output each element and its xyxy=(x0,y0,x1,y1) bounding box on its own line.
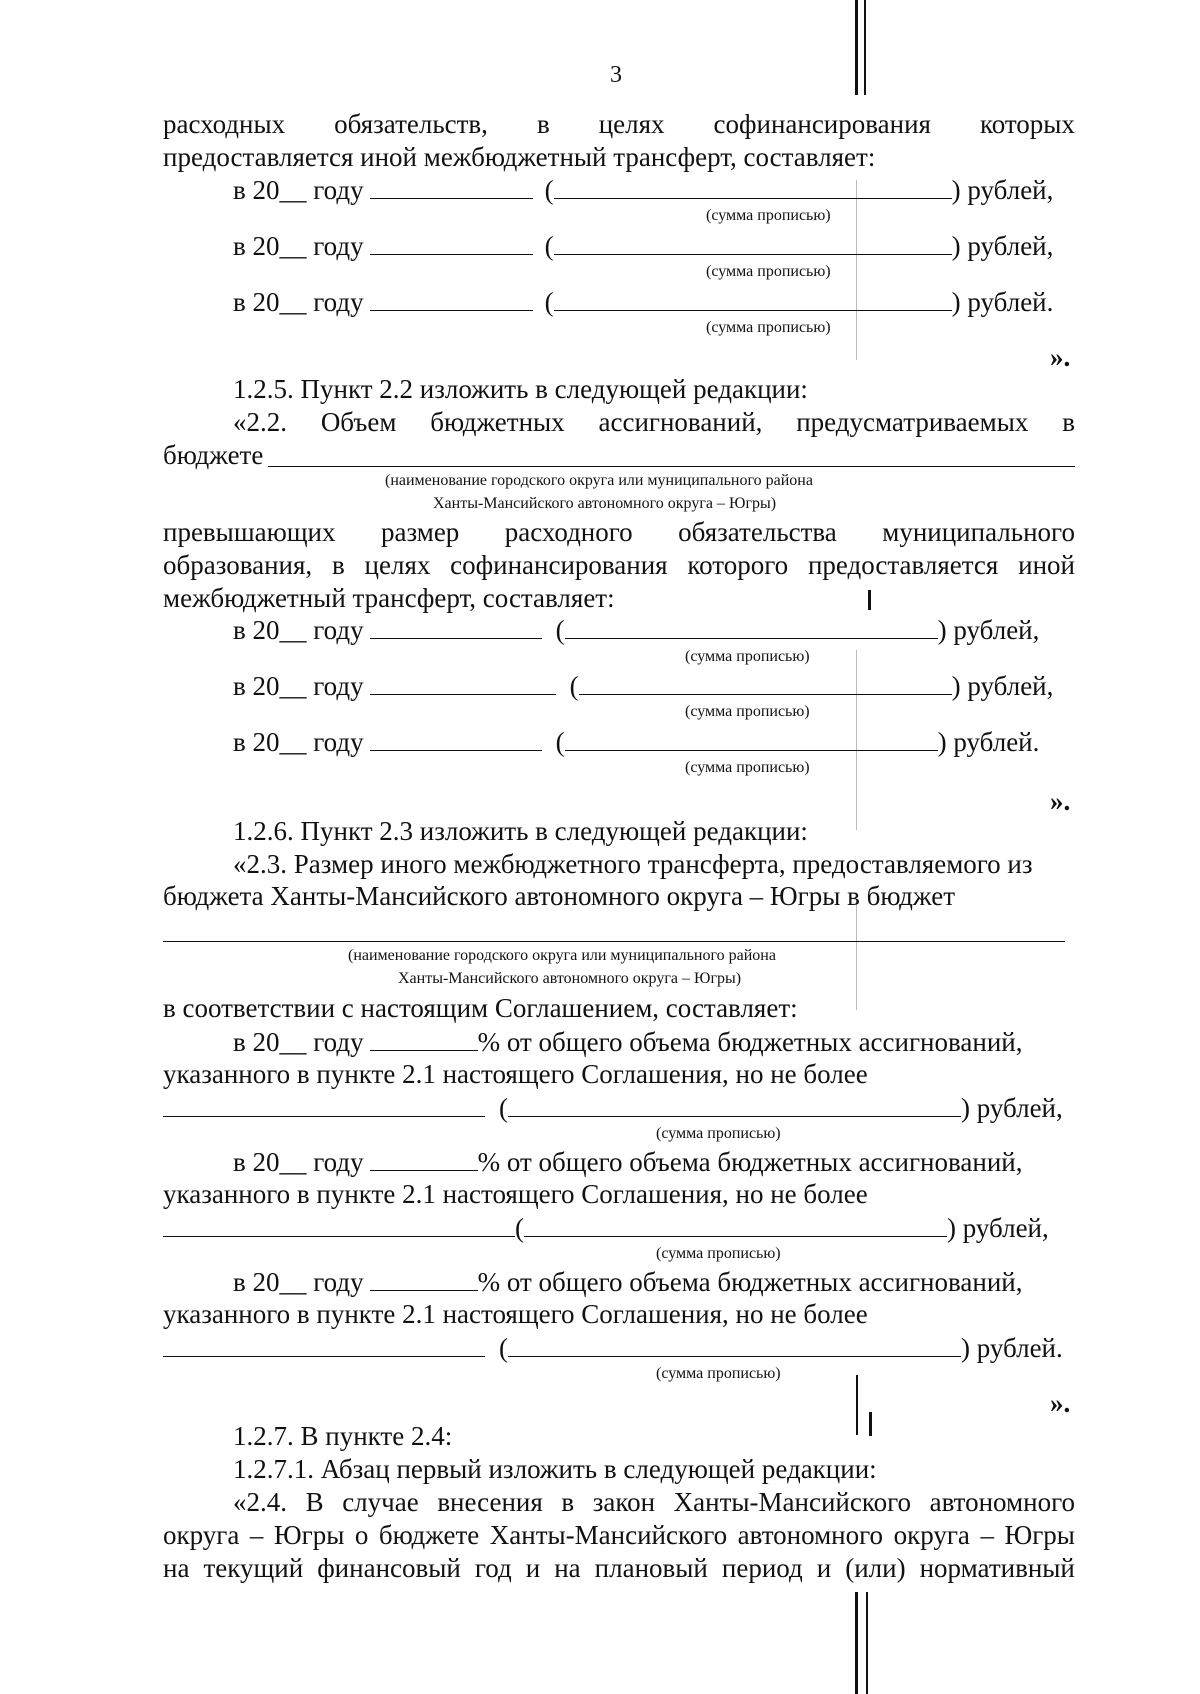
scan-artifact-line xyxy=(856,180,857,360)
sum-caption: (сумма прописью) xyxy=(685,703,810,720)
year-row: в 20__ году ( ) рублей, xyxy=(233,175,1054,205)
text-line: образования, в целях софинансирования которого предоставляется иной xyxy=(163,550,1075,580)
text-line: указанного в пункте 2.1 настоящего Соглашения, но не более xyxy=(163,1059,868,1089)
scan-binding-line xyxy=(864,0,866,95)
sum-caption: (сумма прописью) xyxy=(706,207,831,224)
sum-caption: (сумма прописью) xyxy=(685,759,810,776)
page-number: 3 xyxy=(610,62,622,88)
text-line: «2.3. Размер иного межбюджетного трансферта, предоставляемого из xyxy=(233,849,1033,879)
scan-binding-line xyxy=(855,0,858,95)
amount-row: ( ) рублей, xyxy=(163,1212,1049,1244)
scan-artifact-line xyxy=(856,900,857,1010)
percent-row: в 20__ году % от общего объема бюджетных ассигнований, xyxy=(233,1147,1023,1177)
text-line: расходных обязательств, в целях софинансирования которых xyxy=(163,109,1075,139)
percent-row: в 20__ году % от общего объема бюджетных ассигнований, xyxy=(233,1267,1023,1297)
scan-binding-line xyxy=(866,1592,868,1694)
field-caption: Ханты-Мансийского автономного округа – Югры) xyxy=(433,495,777,512)
year-row: в 20__ году ( ) рублей, xyxy=(233,231,1054,261)
sum-caption: (сумма прописью) xyxy=(656,1125,781,1142)
sum-caption: (сумма прописью) xyxy=(656,1245,781,1262)
section-heading: 1.2.6. Пункт 2.3 изложить в следующей редакции: xyxy=(233,816,808,846)
section-heading: 1.2.7. В пункте 2.4: xyxy=(233,1421,453,1451)
sum-caption: (сумма прописью) xyxy=(706,319,831,336)
text-line: округа – Югры о бюджете Ханты-Мансийского автономного округа – Югры xyxy=(163,1520,1075,1550)
scan-artifact-mark xyxy=(856,1375,858,1435)
text-line: бюджета Ханты-Мансийского автономного округа – Югры в бюджет xyxy=(163,881,956,911)
field-caption: (наименование городского округа или муниципального района xyxy=(348,947,776,964)
text-line: межбюджетный трансферт, составляет: xyxy=(163,583,615,613)
scan-artifact-mark xyxy=(868,590,871,610)
text-line: указанного в пункте 2.1 настоящего Соглашения, но не более xyxy=(163,1299,868,1329)
percent-row: в 20__ году % от общего объема бюджетных ассигнований, xyxy=(233,1027,1023,1057)
sum-caption: (сумма прописью) xyxy=(706,263,831,280)
quote-end: ». xyxy=(1050,786,1071,816)
text-line: в соответствии с настоящим Соглашением, составляет: xyxy=(163,993,798,1023)
sum-caption: (сумма прописью) xyxy=(685,648,810,665)
text-line: 1.2.7.1. Абзац первый изложить в следующей редакции: xyxy=(233,1454,877,1484)
year-row: в 20__ году ( ) рублей. xyxy=(233,287,1054,317)
scan-artifact-mark xyxy=(869,1412,872,1436)
amount-row: ( ) рублей, xyxy=(163,1092,1063,1124)
amount-row: ( ) рублей. xyxy=(163,1332,1063,1364)
text-line: на текущий финансовый год и на плановый период и (или) нормативный xyxy=(163,1553,1075,1583)
scan-binding-line xyxy=(855,1592,858,1694)
field-caption: Ханты-Мансийского автономного округа – Югры) xyxy=(398,970,742,987)
text-line: превышающих размер расходного обязательства муниципального xyxy=(163,517,1075,547)
year-row: в 20__ году ( ) рублей. xyxy=(233,727,1040,757)
text-line: «2.2. Объем бюджетных ассигнований, предусматриваемых в xyxy=(233,407,1075,437)
year-row: в 20__ году ( ) рублей, xyxy=(233,671,1054,701)
quote-end: ». xyxy=(1050,1388,1071,1418)
year-row: в 20__ году ( ) рублей, xyxy=(233,615,1040,645)
text-line: «2.4. В случае внесения в закон Ханты-Мансийского автономного xyxy=(233,1487,1075,1517)
section-heading: 1.2.5. Пункт 2.2 изложить в следующей редакции: xyxy=(233,374,808,404)
field-caption: (наименование городского округа или муниципального района xyxy=(385,472,813,489)
quote-end: ». xyxy=(1050,342,1071,372)
text-line: предоставляется иной межбюджетный трансферт, составляет: xyxy=(163,142,876,172)
text-line: указанного в пункте 2.1 настоящего Соглашения, но не более xyxy=(163,1179,868,1209)
sum-caption: (сумма прописью) xyxy=(656,1365,781,1382)
text-line: бюджете xyxy=(163,440,264,470)
blank-line xyxy=(268,466,1075,467)
blank-line xyxy=(163,941,1065,942)
